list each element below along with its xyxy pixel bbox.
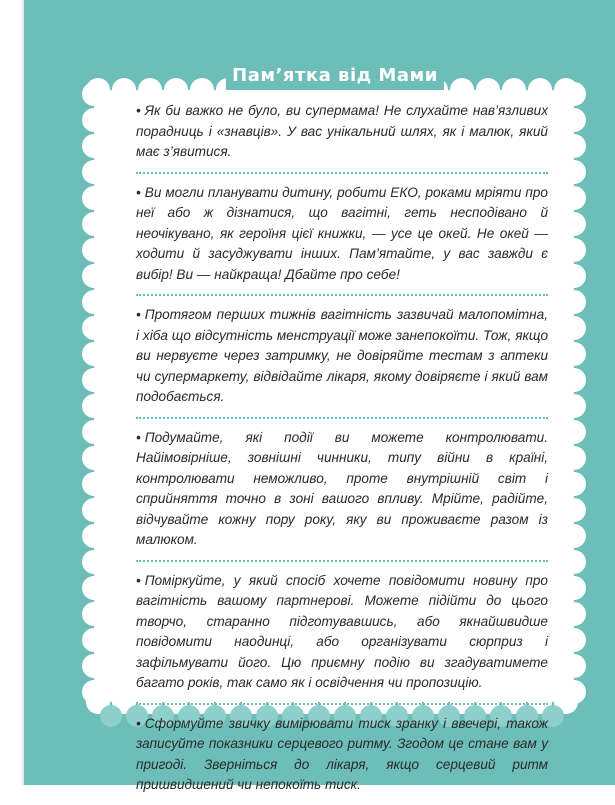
memo-paragraph-text: Сформуйте звичку вимірювати тиск зранку і ввечері, також записуйте показники серцевого ритму. Згодом це стане вам у пригоді. Зверніться до лікаря, якщо серцевий ритм пришвидшений чи непокоїть тиск. [136, 715, 548, 792]
memo-title-tab [226, 60, 444, 90]
memo-content [136, 101, 548, 805]
bullet-icon: • [136, 103, 141, 118]
dotted-divider [136, 294, 548, 296]
memo-paragraph [136, 101, 548, 163]
memo-paragraph-text: Протягом перших тижнів вагітність зазвичай малопомітна, і хіба що відсутність менструації може занепокоїти. Тож, якщо ви нервуєте через затримку, не довіряйте тестам з аптеки чи супермаркету, відвідайте лікаря, якому довіряєте і який вам подобається. [136, 307, 548, 404]
memo-paragraph-text: Як би важко не було, ви супермама! Не слухайте нав’язливих порадниць і «знавців». У вас унікальний шлях, як і малюк, який має з’явитися. [136, 103, 548, 159]
memo-paragraph [136, 714, 548, 796]
memo-paragraph [136, 428, 548, 551]
memo-paragraph-text: Ви могли планувати дитину, робити ЕКО, роками мріяти про неї або ж дізнатися, що вагітні, геть несподівано й неочікувано, як героїня цієї книжки, — усе це окей. Не окей — ходити й засуджувати інших. Пам’ятайте, у вас завжди є вибір! Ви — найкраща! Дбайте про себе! [136, 184, 548, 282]
bullet-icon: • [136, 184, 141, 200]
bullet-icon: • [136, 429, 141, 445]
memo-paragraph [136, 183, 548, 286]
scallop-bump [100, 705, 122, 727]
dotted-divider [136, 172, 548, 174]
memo-title: Пам’ятка від Мами [232, 64, 438, 86]
dotted-divider [136, 417, 548, 419]
dotted-divider [136, 560, 548, 562]
memo-paragraph-text: Поміркуйте, у який спосіб хочете повідомити новину про вагітність вашому партнерові. Можете підійти до цього творчо, старанно підготувавшись, або якнайшвидше повідомити наодинці, або організувати сюрприз і зафільмувати його. Цю приємну подію ви згадуватимете багато років, так само як і освідчення чи пропозицію. [136, 572, 548, 690]
bullet-icon: • [136, 715, 141, 731]
bullet-icon: • [136, 572, 141, 588]
bullet-icon: • [136, 307, 141, 322]
memo-paragraph [136, 305, 548, 408]
memo-paragraph [136, 571, 548, 694]
memo-paragraph-text: Подумайте, які події ви можете контролювати. Найімовірніше, зовнішні чинники, типу війни в країні, контролювати неможливо, проте внутрішній світ і сприйняття точно в зоні вашого впливу. Мрійте, радійте, відчувайте кожну пору року, яку ви проживаєте разом із малюком. [136, 429, 548, 547]
dotted-divider [136, 703, 548, 705]
